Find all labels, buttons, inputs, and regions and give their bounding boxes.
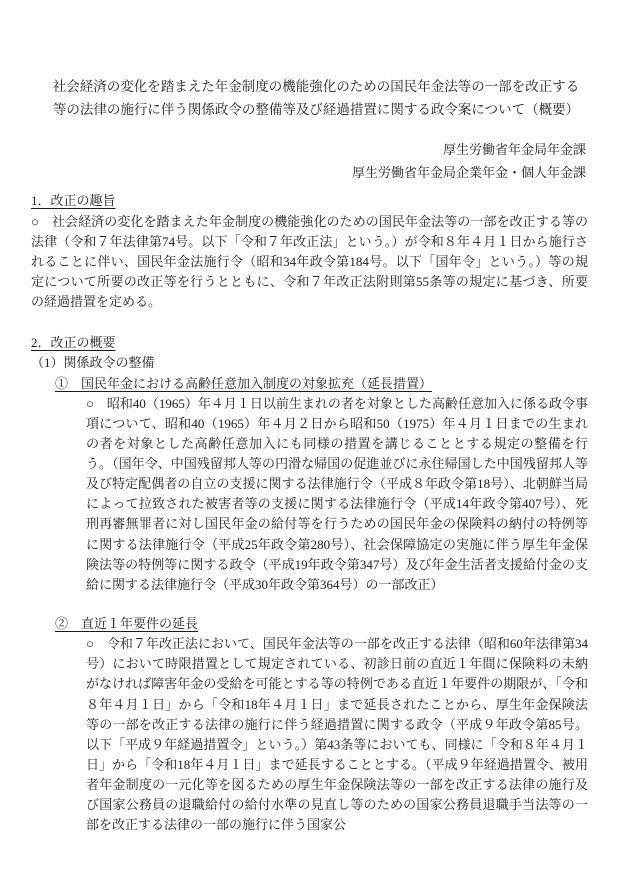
circle-bullet: ○ [31,213,39,229]
item2-heading [0,614,632,634]
item2-body: 令和７年改正法において、国民年金法等の一部を改正する法律（昭和60年法律第34号）において時限措置として規定されている、初診日前の直近１年間に保険料の未納がなければ障害年金の受給を可能とする等の特例である直近１年要件の期限が、「令和８年４月１日」から「令和18年４月１日」まで延長されたことから、厚生年金保険法等の一部を改正する法律の施行に伴う経過措置に関する政令（平成９年政令第85号。以下「平成９年経過措置令」という。）第43条等においても、同様に「令和８年４月１日」から「令和18年４月１日」まで延長することとする。（平成９年経過措置令、被用者年金制度の一元化等を図るための厚生年金保険法等の一部を改正する法律の施行及び国家公務員の退職給付の給付水準の見直し等のための国家公務員退職手当法等の一部を改正する法律の一部の施行に伴う国家公 [86,636,588,833]
section1-heading [0,191,632,211]
section2-heading-text: 2．改正の概要 [31,335,116,351]
byline-line-1: 厚生労働省年金局年金課 [442,141,586,157]
byline-line-2: 厚生労働省年金局企業年金・個人年金課 [351,164,586,180]
byline [0,139,632,185]
item1-body: 昭和40（1965）年４月１日以前生まれの者を対象とした高齢任意加入に係る政令事項について、昭和40（1965）年４月２日から昭和50（1975）年４月１日までの生まれの者を対象とした高齢任意加入にも同様の措置を講じることとする規定の整備を行う。（国年令、中国残留邦人等の円滑な帰国の促進並びに永住帰国した中国残留邦人等及び特定配偶者の自立の支援に関する法律施行令（平成８年政令第18号）、北朝鮮当局によって拉致された被害者等の支援に関する法律施行令（平成14年政令第407号）、死刑再審無罪者に対し国民年金の給付等を行うための国民年金の保険料の納付の特例等に関する法律施行令（平成25年政令第280号）、社会保障協定の実施に伴う厚生年金保険法等の特例等に関する政令（平成19年政令第347号）及び年金生活者支援給付金の支給に関する法律施行令（平成30年政令第364号）の一部改正） [86,395,588,592]
item2-paragraph [0,634,632,835]
item1-paragraph [0,394,632,595]
item2-heading-text: ② 直近１年要件の延長 [55,616,199,632]
circle-bullet: ○ [86,395,94,411]
section1-heading-text: 1．改正の趣旨 [31,193,116,209]
section2-heading [0,333,632,353]
circle-bullet: ○ [86,636,94,652]
item1-heading-text: ① 国民年金における高齢任意加入制度の対象拡充（延長措置） [55,375,433,391]
item1-heading [0,374,632,394]
section1-paragraph [0,212,632,313]
section1-body: 社会経済の変化を踏まえた年金制度の機能強化のための国民年金法等の一部を改正する等の法律（令和７年法律第74号。以下「令和７年改正法」という。）が令和８年４月１日から施行されることに伴い、国民年金法施行令（昭和34年政令第184号。以下「国年令」という。）等の規定について所要の改正等を行うとともに、令和７年改正法附則第55条等の規定に基づき、所要の経過措置を定める。 [31,213,588,310]
subsection1-heading: （1）関係政令の整備 [31,355,155,371]
page-title: 社会経済の変化を踏まえた年金制度の機能強化のための国民年金法等の一部を改正する等の法律の施行に伴う関係政令の整備等及び経過措置に関する政令案について（概要） [52,79,580,117]
